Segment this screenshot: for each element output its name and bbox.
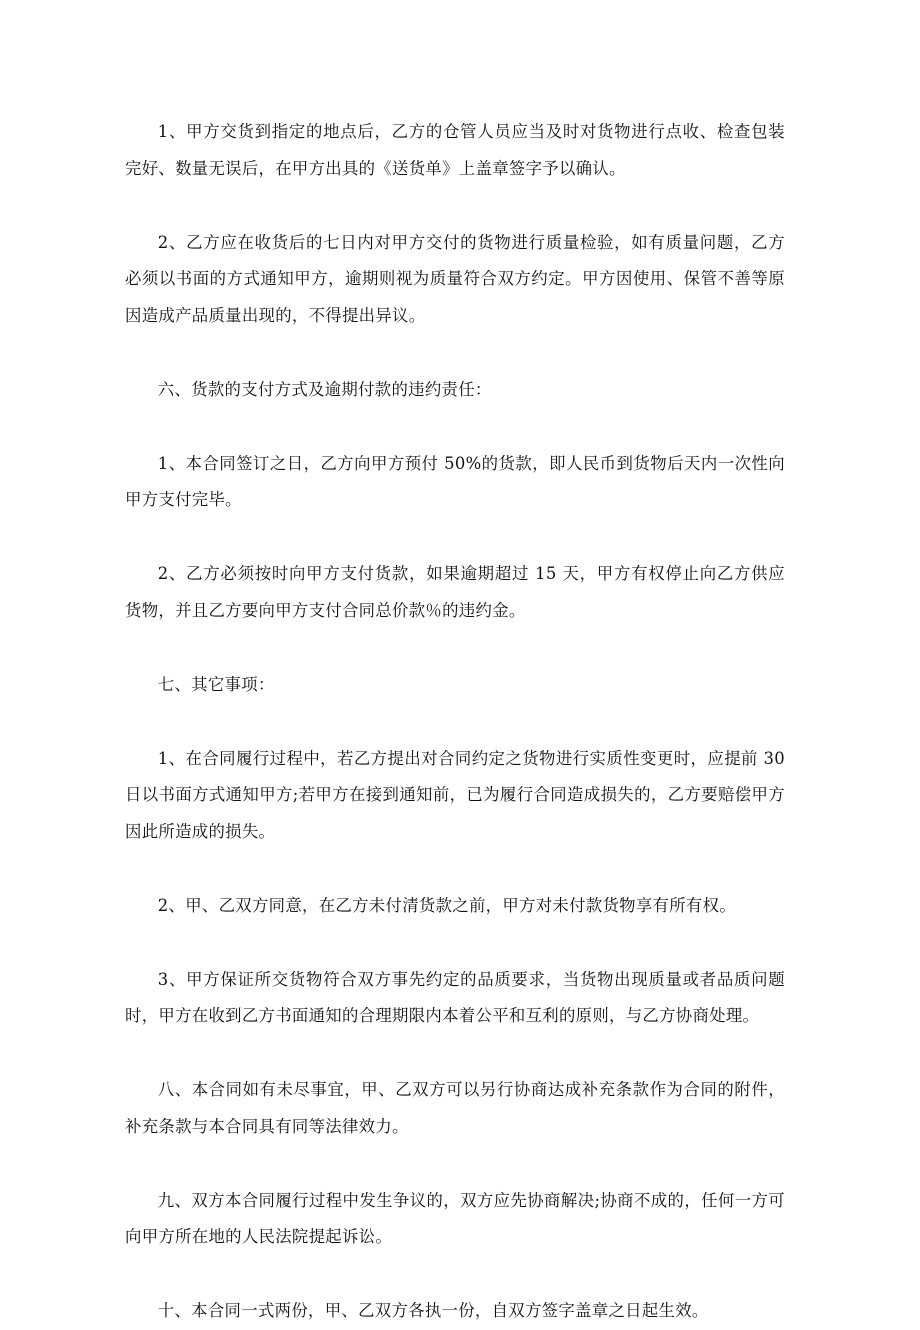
clause-6-1: 1、本合同签订之日，乙方向甲方预付 50%的货款，即人民币到货物后天内一次性向甲方支付完毕。 [125, 453, 785, 509]
clause-5-2: 2、乙方应在收货后的七日内对甲方交付的货物进行质量检验，如有质量问题，乙方必须以书面的方式通知甲方，逾期则视为质量符合双方约定。甲方因使用、保管不善等原因造成产品质量出现的，不得提出异议。 [125, 232, 785, 325]
clause-7-3: 3、甲方保证所交货物符合双方事先约定的品质要求，当货物出现质量或者品质问题时，甲方在收到乙方书面通知的合理期限内本着公平和互利的原则，与乙方协商处理。 [125, 969, 785, 1025]
section-9: 九、双方本合同履行过程中发生争议的，双方应先协商解决;协商不成的，任何一方可向甲方所在地的人民法院提起诉讼。 [125, 1190, 785, 1246]
document-body [125, 114, 785, 1330]
clause-6-2: 2、乙方必须按时向甲方支付货款，如果逾期超过 15 天，甲方有权停止向乙方供应货物，并且乙方要向甲方支付合同总价款％的违约金。 [125, 564, 785, 620]
section-10: 十、本合同一式两份，甲、乙双方各执一份，自双方签字盖章之日起生效。 [157, 1301, 709, 1320]
clause-7-1: 1、在合同履行过程中，若乙方提出对合同约定之货物进行实质性变更时，应提前 30 日以书面方式通知甲方;若甲方在接到通知前，已为履行合同造成损失的，乙方要赔偿甲方因此所造成的损失。 [125, 748, 785, 841]
section-6-heading: 六、货款的支付方式及逾期付款的违约责任： [157, 379, 492, 399]
clause-7-2: 2、甲、乙双方同意，在乙方未付清货款之前，甲方对未付款货物享有所有权。 [157, 895, 737, 915]
section-7-heading: 七、其它事项： [157, 674, 275, 694]
clause-5-1: 1、甲方交货到指定的地点后，乙方的仓管人员应当及时对货物进行点收、检查包装完好、数量无误后，在甲方出具的《送货单》上盖章签字予以确认。 [125, 122, 785, 178]
section-8: 八、本合同如有未尽事宜，甲、乙双方可以另行协商达成补充条款作为合同的附件，补充条款与本合同具有同等法律效力。 [125, 1080, 785, 1136]
